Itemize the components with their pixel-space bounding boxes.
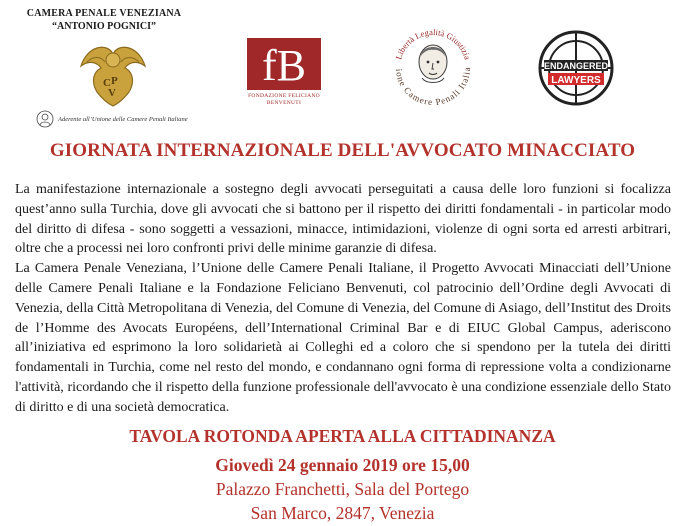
- cpv-emblem-v: V: [108, 87, 116, 99]
- ucpi-ring-top-text: Libertà Legalità Giustizia: [393, 26, 473, 61]
- endangered-lawyers-badge: [538, 30, 614, 106]
- cpv-emblem-p: P: [111, 75, 118, 87]
- ucpi-small-emblem-icon: [36, 110, 54, 128]
- page-title: GIORNATA INTERNAZIONALE DELL'AVVOCATO MINACCIATO: [49, 140, 636, 161]
- camera-penale-veneziana-logo: [22, 6, 222, 130]
- fb-mark: fB: [262, 41, 306, 90]
- body-text: [15, 180, 671, 418]
- fondazione-caption-line2: BENVENUTI: [266, 99, 302, 106]
- paragraph-intro: La manifestazione internazionale a sostegno degli avvocati perseguitati a causa delle loro funzioni si focalizza quest’anno sulla Turchia, dove gli avvocati che si battono per il rispetto dei diritti fondamentali - in particolar modo del diritto di difesa - sono soggetti a vessazioni, minacce, intimidazioni, violenze di ogni sorta ed arresti arbitrari, oltre che a processi nei loro confronti privi delle minime garanzie di difesa.: [15, 182, 671, 257]
- portrait-icon: [419, 45, 447, 83]
- event-venue: Palazzo Franchetti, Sala del Portego: [215, 479, 470, 499]
- cpv-name: CAMERA PENALE VENEZIANA: [26, 8, 182, 19]
- endangered-line1: ENDANGERED: [543, 61, 609, 71]
- cpv-emblem-c: C: [103, 77, 111, 89]
- endangered-lawyers-logo: [538, 30, 614, 106]
- event-date: Giovedì 24 gennaio 2019 ore 15,00: [215, 455, 470, 475]
- paragraph-organizers: La Camera Penale Veneziana, l’Unione delle Camere Penali Italiane, il Progetto Avvocati Minacciati dell’Unione delle Camere Penali Italiane e la Fondazione Feliciano Benvenuti, col patrocinio dell’Ordine degli Avvocati di Venezia, della Città Metropolitana di Venezia, del Comune di Venezia, del Comune di Asiago, dell’Institut des Droits de l’Homme des Avocats Européens, dell’International Criminal Bar e di EIUC Global Campus, aderiscono all’iniziativa ed esprimono la loro solidarietà ai Colleghi ed a coloro che si spendono per la tutela dei diritti fondamentali in Turchia, come nel resto del mondo, e condannano ogni forma di repressione volta a condizionarne l'attività, ricordando che il rispetto della funzione professionale dell'avvocato è una condizione essenziale dello Stato di diritto e di una società democratica.: [15, 261, 671, 415]
- cpv-adherence-note: Aderente all’Unione delle Camere Penali Italiane: [58, 116, 188, 123]
- ucpi-ring-emblem: [388, 18, 478, 112]
- ucpi-ring-bottom-text: ione Camere Penali Italia: [393, 66, 473, 108]
- event-address: San Marco, 2847, Venezia: [250, 503, 435, 523]
- fb-monogram-icon: [245, 36, 323, 92]
- cpv-subname: “ANTONIO POGNICI”: [52, 21, 156, 32]
- ucpi-logo: [388, 18, 478, 112]
- event-heading: TAVOLA ROTONDA APERTA ALLA CITTADINANZA: [129, 426, 556, 446]
- logo-bar: [0, 0, 685, 135]
- fondazione-caption: [245, 93, 323, 106]
- endangered-line2: LAWYERS: [551, 75, 601, 86]
- fondazione-benvenuti-logo: [245, 36, 329, 108]
- winged-lion-icon: [77, 36, 149, 108]
- fondazione-caption-line1: FONDAZIONE FELICIANO: [248, 93, 320, 99]
